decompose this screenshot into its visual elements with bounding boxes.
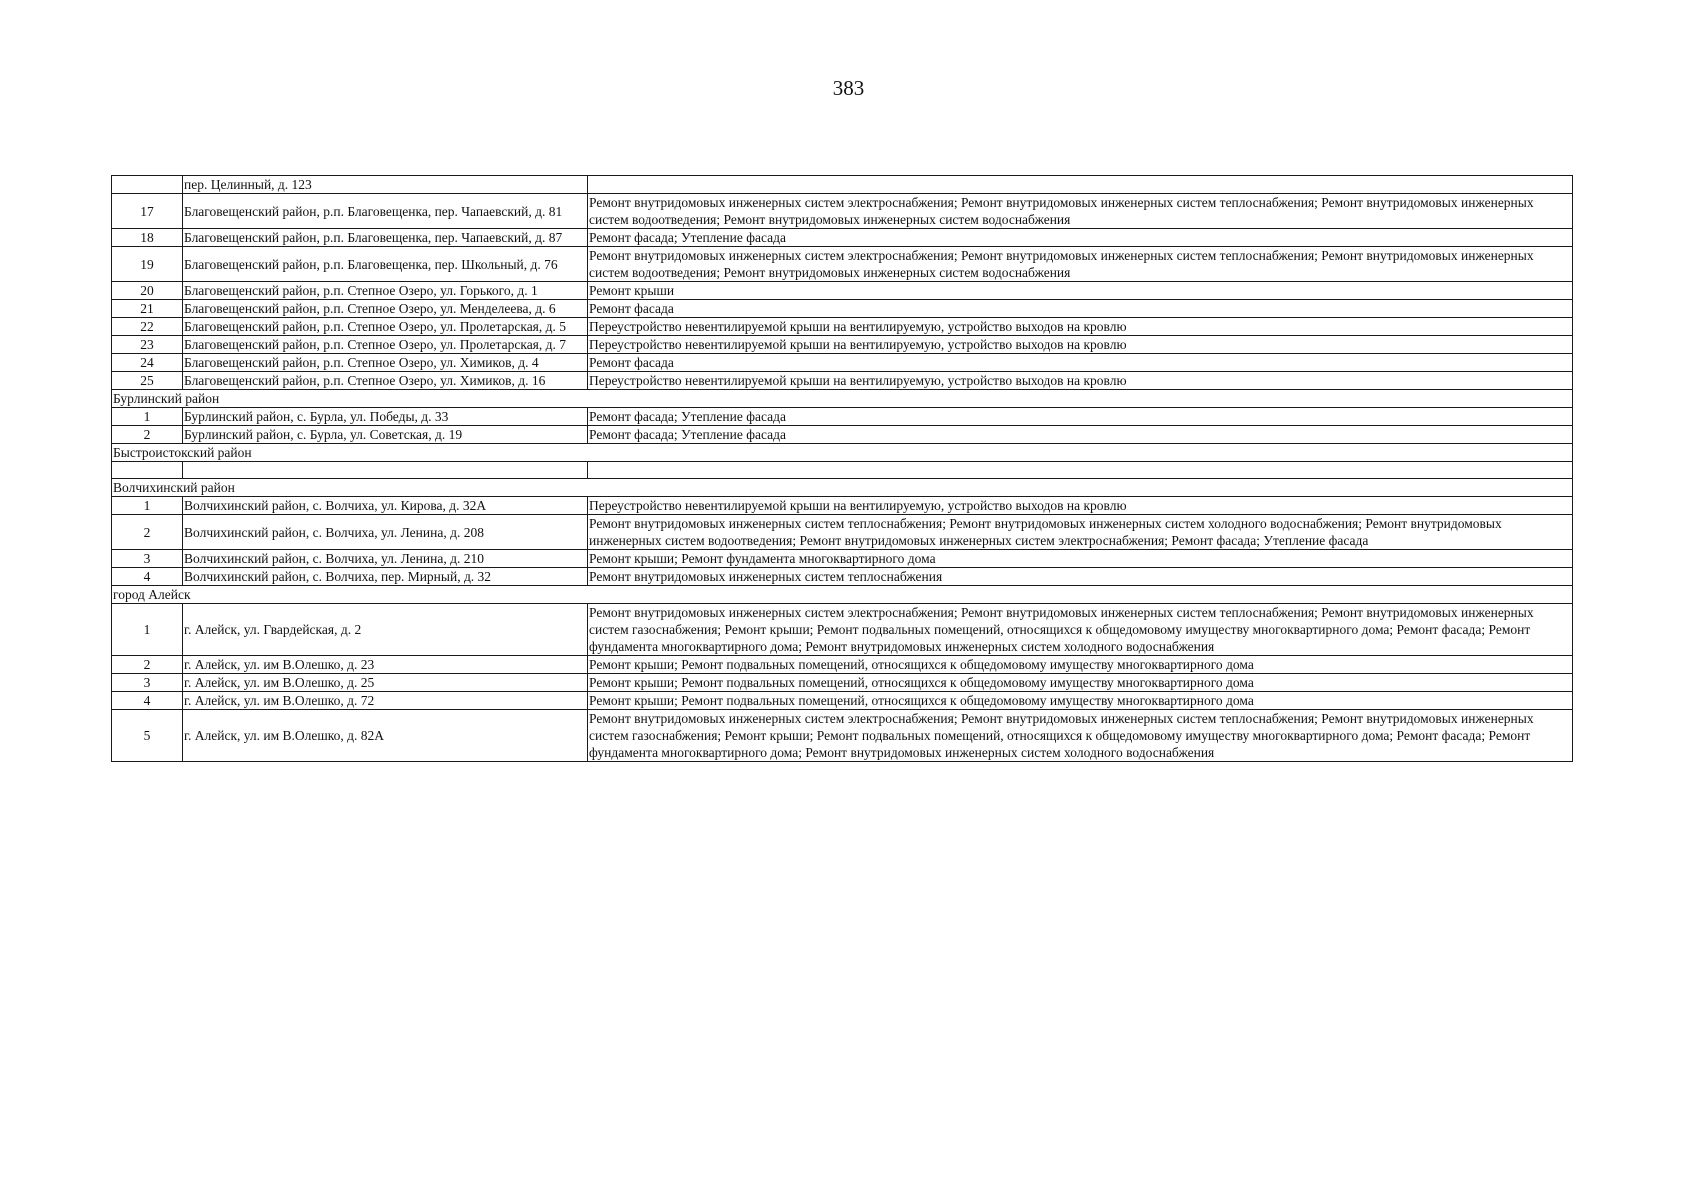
table-row [112, 497, 1573, 515]
row-number: 25 [112, 372, 183, 390]
table-row [112, 336, 1573, 354]
row-address: Волчихинский район, с. Волчиха, ул. Ленина, д. 208 [183, 515, 588, 550]
table-row [112, 408, 1573, 426]
table-row [112, 372, 1573, 390]
row-number: 18 [112, 229, 183, 247]
section-row [112, 390, 1573, 408]
row-address: Благовещенский район, р.п. Степное Озеро, ул. Химиков, д. 16 [183, 372, 588, 390]
row-number: 2 [112, 426, 183, 444]
table-row [112, 550, 1573, 568]
row-number: 4 [112, 692, 183, 710]
row-address: Благовещенский район, р.п. Благовещенка, пер. Чапаевский, д. 87 [183, 229, 588, 247]
row-works: Ремонт внутридомовых инженерных систем электроснабжения; Ремонт внутридомовых инженерных систем теплоснабжения; Ремонт внутридомовых инженерных систем водоотведения; Ремонт внутридомовых инженерных систем водоснабжения [588, 247, 1573, 282]
row-number [112, 176, 183, 194]
row-works: Переустройство невентилируемой крыши на вентилируемую, устройство выходов на кровлю [588, 497, 1573, 515]
row-address: Благовещенский район, р.п. Благовещенка, пер. Школьный, д. 76 [183, 247, 588, 282]
row-works: Переустройство невентилируемой крыши на вентилируемую, устройство выходов на кровлю [588, 372, 1573, 390]
row-address: Благовещенский район, р.п. Степное Озеро, ул. Пролетарская, д. 5 [183, 318, 588, 336]
table-row [112, 604, 1573, 656]
row-number: 1 [112, 604, 183, 656]
section-row [112, 586, 1573, 604]
repair-table [111, 175, 1573, 762]
row-number [112, 462, 183, 479]
page-number: 383 [832, 76, 865, 100]
row-number: 21 [112, 300, 183, 318]
row-number: 22 [112, 318, 183, 336]
row-works: Переустройство невентилируемой крыши на вентилируемую, устройство выходов на кровлю [588, 336, 1573, 354]
section-title: Бурлинский район [112, 390, 1573, 408]
section-title: город Алейск [112, 586, 1573, 604]
row-works: Ремонт крыши; Ремонт подвальных помещений, относящихся к общедомовому имуществу многоквартирного дома [588, 674, 1573, 692]
section-title: Волчихинский район [112, 479, 1573, 497]
row-works: Ремонт фасада [588, 300, 1573, 318]
row-address: Волчихинский район, с. Волчиха, ул. Кирова, д. 32А [183, 497, 588, 515]
row-works [588, 462, 1573, 479]
table-row [112, 229, 1573, 247]
table-row [112, 300, 1573, 318]
row-address: г. Алейск, ул. Гвардейская, д. 2 [183, 604, 588, 656]
table-row [112, 354, 1573, 372]
row-address: Благовещенский район, р.п. Степное Озеро, ул. Горького, д. 1 [183, 282, 588, 300]
table-row [112, 674, 1573, 692]
row-address: Благовещенский район, р.п. Благовещенка, пер. Чапаевский, д. 81 [183, 194, 588, 229]
table-row [112, 515, 1573, 550]
row-address: г. Алейск, ул. им В.Олешко, д. 82А [183, 710, 588, 762]
row-number: 19 [112, 247, 183, 282]
table-row [112, 176, 1573, 194]
section-row [112, 479, 1573, 497]
row-works: Ремонт внутридомовых инженерных систем электроснабжения; Ремонт внутридомовых инженерных систем теплоснабжения; Ремонт внутридомовых инженерных систем водоотведения; Ремонт внутридомовых инженерных систем водоснабжения [588, 194, 1573, 229]
row-works: Ремонт крыши; Ремонт подвальных помещений, относящихся к общедомовому имуществу многоквартирного дома [588, 692, 1573, 710]
row-number: 2 [112, 656, 183, 674]
row-number: 17 [112, 194, 183, 229]
table-row [112, 426, 1573, 444]
row-works: Ремонт фасада; Утепление фасада [588, 408, 1573, 426]
row-number: 23 [112, 336, 183, 354]
table-row [112, 247, 1573, 282]
row-works: Ремонт крыши; Ремонт фундамента многоквартирного дома [588, 550, 1573, 568]
row-address: Бурлинский район, с. Бурла, ул. Советская, д. 19 [183, 426, 588, 444]
section-title: Быстроистокский район [112, 444, 1573, 462]
row-works: Ремонт внутридомовых инженерных систем теплоснабжения [588, 568, 1573, 586]
row-number: 4 [112, 568, 183, 586]
table-row [112, 282, 1573, 300]
table-row [112, 462, 1573, 479]
row-works [588, 176, 1573, 194]
row-number: 2 [112, 515, 183, 550]
row-address: Благовещенский район, р.п. Степное Озеро, ул. Менделеева, д. 6 [183, 300, 588, 318]
row-number: 20 [112, 282, 183, 300]
row-works: Ремонт внутридомовых инженерных систем электроснабжения; Ремонт внутридомовых инженерных систем теплоснабжения; Ремонт внутридомовых инженерных систем газоснабжения; Ремонт крыши; Ремонт подвальных помещений, относящихся к общедомовому имуществу многоквартирного дома; Ремонт фасада; Ремонт фундамента многоквартирного дома; Ремонт внутридомовых инженерных систем холодного водоснабжения [588, 604, 1573, 656]
row-works: Переустройство невентилируемой крыши на вентилируемую, устройство выходов на кровлю [588, 318, 1573, 336]
row-address: пер. Целинный, д. 123 [183, 176, 588, 194]
row-address: г. Алейск, ул. им В.Олешко, д. 72 [183, 692, 588, 710]
repair-grid [111, 175, 1573, 762]
row-address: Благовещенский район, р.п. Степное Озеро, ул. Химиков, д. 4 [183, 354, 588, 372]
row-address: Волчихинский район, с. Волчиха, ул. Ленина, д. 210 [183, 550, 588, 568]
table-row [112, 692, 1573, 710]
section-row [112, 444, 1573, 462]
table-row [112, 656, 1573, 674]
row-works: Ремонт фасада; Утепление фасада [588, 426, 1573, 444]
row-works: Ремонт крыши; Ремонт подвальных помещений, относящихся к общедомовому имуществу многоквартирного дома [588, 656, 1573, 674]
table-row [112, 568, 1573, 586]
row-works: Ремонт внутридомовых инженерных систем теплоснабжения; Ремонт внутридомовых инженерных систем холодного водоснабжения; Ремонт внутридомовых инженерных систем водоотведения; Ремонт внутридомовых инженерных систем электроснабжения; Ремонт фасада; Утепление фасада [588, 515, 1573, 550]
row-number: 3 [112, 674, 183, 692]
row-address: Бурлинский район, с. Бурла, ул. Победы, д. 33 [183, 408, 588, 426]
row-address: г. Алейск, ул. им В.Олешко, д. 25 [183, 674, 588, 692]
row-works: Ремонт крыши [588, 282, 1573, 300]
row-works: Ремонт внутридомовых инженерных систем электроснабжения; Ремонт внутридомовых инженерных систем теплоснабжения; Ремонт внутридомовых инженерных систем газоснабжения; Ремонт крыши; Ремонт подвальных помещений, относящихся к общедомовому имуществу многоквартирного дома; Ремонт фасада; Ремонт фундамента многоквартирного дома; Ремонт внутридомовых инженерных систем холодного водоснабжения [588, 710, 1573, 762]
row-works: Ремонт фасада; Утепление фасада [588, 229, 1573, 247]
table-row [112, 318, 1573, 336]
row-address [183, 462, 588, 479]
table-row [112, 710, 1573, 762]
row-number: 24 [112, 354, 183, 372]
row-works: Ремонт фасада [588, 354, 1573, 372]
row-number: 1 [112, 497, 183, 515]
row-number: 5 [112, 710, 183, 762]
row-number: 3 [112, 550, 183, 568]
row-address: Благовещенский район, р.п. Степное Озеро, ул. Пролетарская, д. 7 [183, 336, 588, 354]
table-row [112, 194, 1573, 229]
row-address: Волчихинский район, с. Волчиха, пер. Мирный, д. 32 [183, 568, 588, 586]
row-address: г. Алейск, ул. им В.Олешко, д. 23 [183, 656, 588, 674]
row-number: 1 [112, 408, 183, 426]
